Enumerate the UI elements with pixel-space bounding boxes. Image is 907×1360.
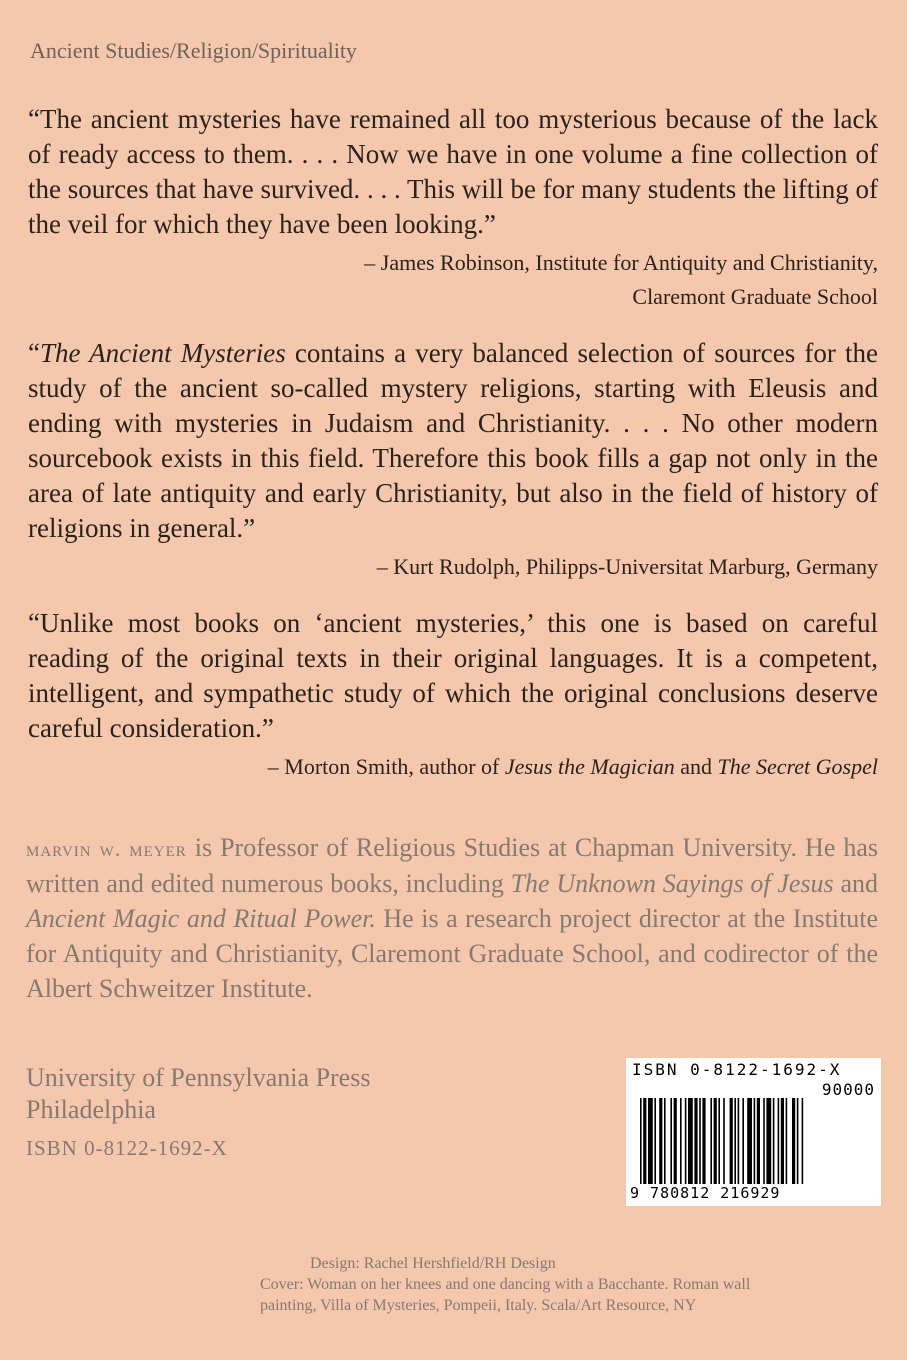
attribution-line: – James Robinson, Institute for Antiquity and Christianity, [364, 250, 878, 275]
barcode-price-code: 90000 [821, 1080, 875, 1099]
quote-body: contains a very balanced selection of sources for the study of the ancient so-called mystery religions, starting with Eleusis and ending with mysteries in Judaism and Christianity. . . . No other modern sourcebook exists in this field. Therefore this book fills a gap not only in the area of late antiquity and early Christianity, but also in the field of history of religions in general.” [28, 338, 878, 543]
review-quote-3 [28, 606, 878, 784]
author-name: marvin w. meyer [26, 836, 187, 861]
cover-credits [0, 1253, 907, 1316]
barcode-isbn-label: ISBN 0-8122-1692-X [632, 1060, 842, 1079]
quote-attribution: – Kurt Rudolph, Philipps-Universitat Marburg, Germany [376, 554, 878, 579]
attribution-line: Claremont Graduate School [632, 284, 878, 309]
isbn-barcode [626, 1058, 881, 1206]
attribution-and: and [674, 754, 718, 779]
quote-attribution [28, 750, 878, 784]
bio-text: He is a research project director at the Institute for Antiquity and Christianity, Claremont Graduate School, and codirector of the Albert Schweitzer Institute. [26, 904, 878, 1003]
design-credit: Design: Rachel Hershfield/RH Design [310, 1255, 556, 1272]
publisher-name: University of Pennsylvania Press [26, 1063, 371, 1092]
book-title: Ancient Magic and Ritual Power. [26, 904, 376, 933]
quote-text: “The ancient mysteries have remained all too mysterious because of the lack of ready access to them. . . . Now we have in one volume a fine collection of the sources that have survived. . . . This will be for many students the lifting of the veil for which they have been looking.” [28, 104, 878, 239]
author-bio [26, 830, 878, 1006]
quote-text [28, 336, 878, 546]
bio-text: is Professor of Religious Studies at Chapman University. He has written and edited numerous books, including [26, 833, 879, 898]
bio-and: and [833, 869, 878, 898]
attribution-prefix: – Morton Smith, author of [267, 754, 505, 779]
isbn-text: ISBN 0-8122-1692-X [26, 1136, 228, 1160]
quote-attribution [28, 246, 878, 314]
book-title: The Unknown Sayings of Jesus [510, 869, 834, 898]
book-title: The Secret Gospel [717, 754, 878, 779]
book-title: The Ancient Mysteries [39, 338, 286, 368]
cover-credit-line: painting, Villa of Mysteries, Pompeii, Italy. Scala/Art Resource, NY [260, 1297, 697, 1314]
publisher-city: Philadelphia [26, 1095, 156, 1124]
review-quote-1 [28, 102, 878, 314]
barcode-bars [640, 1098, 868, 1184]
cover-credit-line: Cover: Woman on her knees and one dancing with a Bacchante. Roman wall [260, 1276, 751, 1293]
publisher-block [26, 1062, 370, 1164]
open-quote: “ [28, 338, 40, 368]
quote-text: “Unlike most books on ‘ancient mysteries,’ this one is based on careful reading of the original texts in their original languages. It is a competent, intelligent, and sympathetic study of which the original conclusions deserve careful consideration.” [28, 608, 878, 743]
barcode-ean-number: 9 780812 216929 [630, 1184, 781, 1202]
category-label: Ancient Studies/Religion/Spirituality [30, 38, 357, 63]
review-quote-2 [28, 336, 878, 584]
book-title: Jesus the Magician [504, 754, 675, 779]
